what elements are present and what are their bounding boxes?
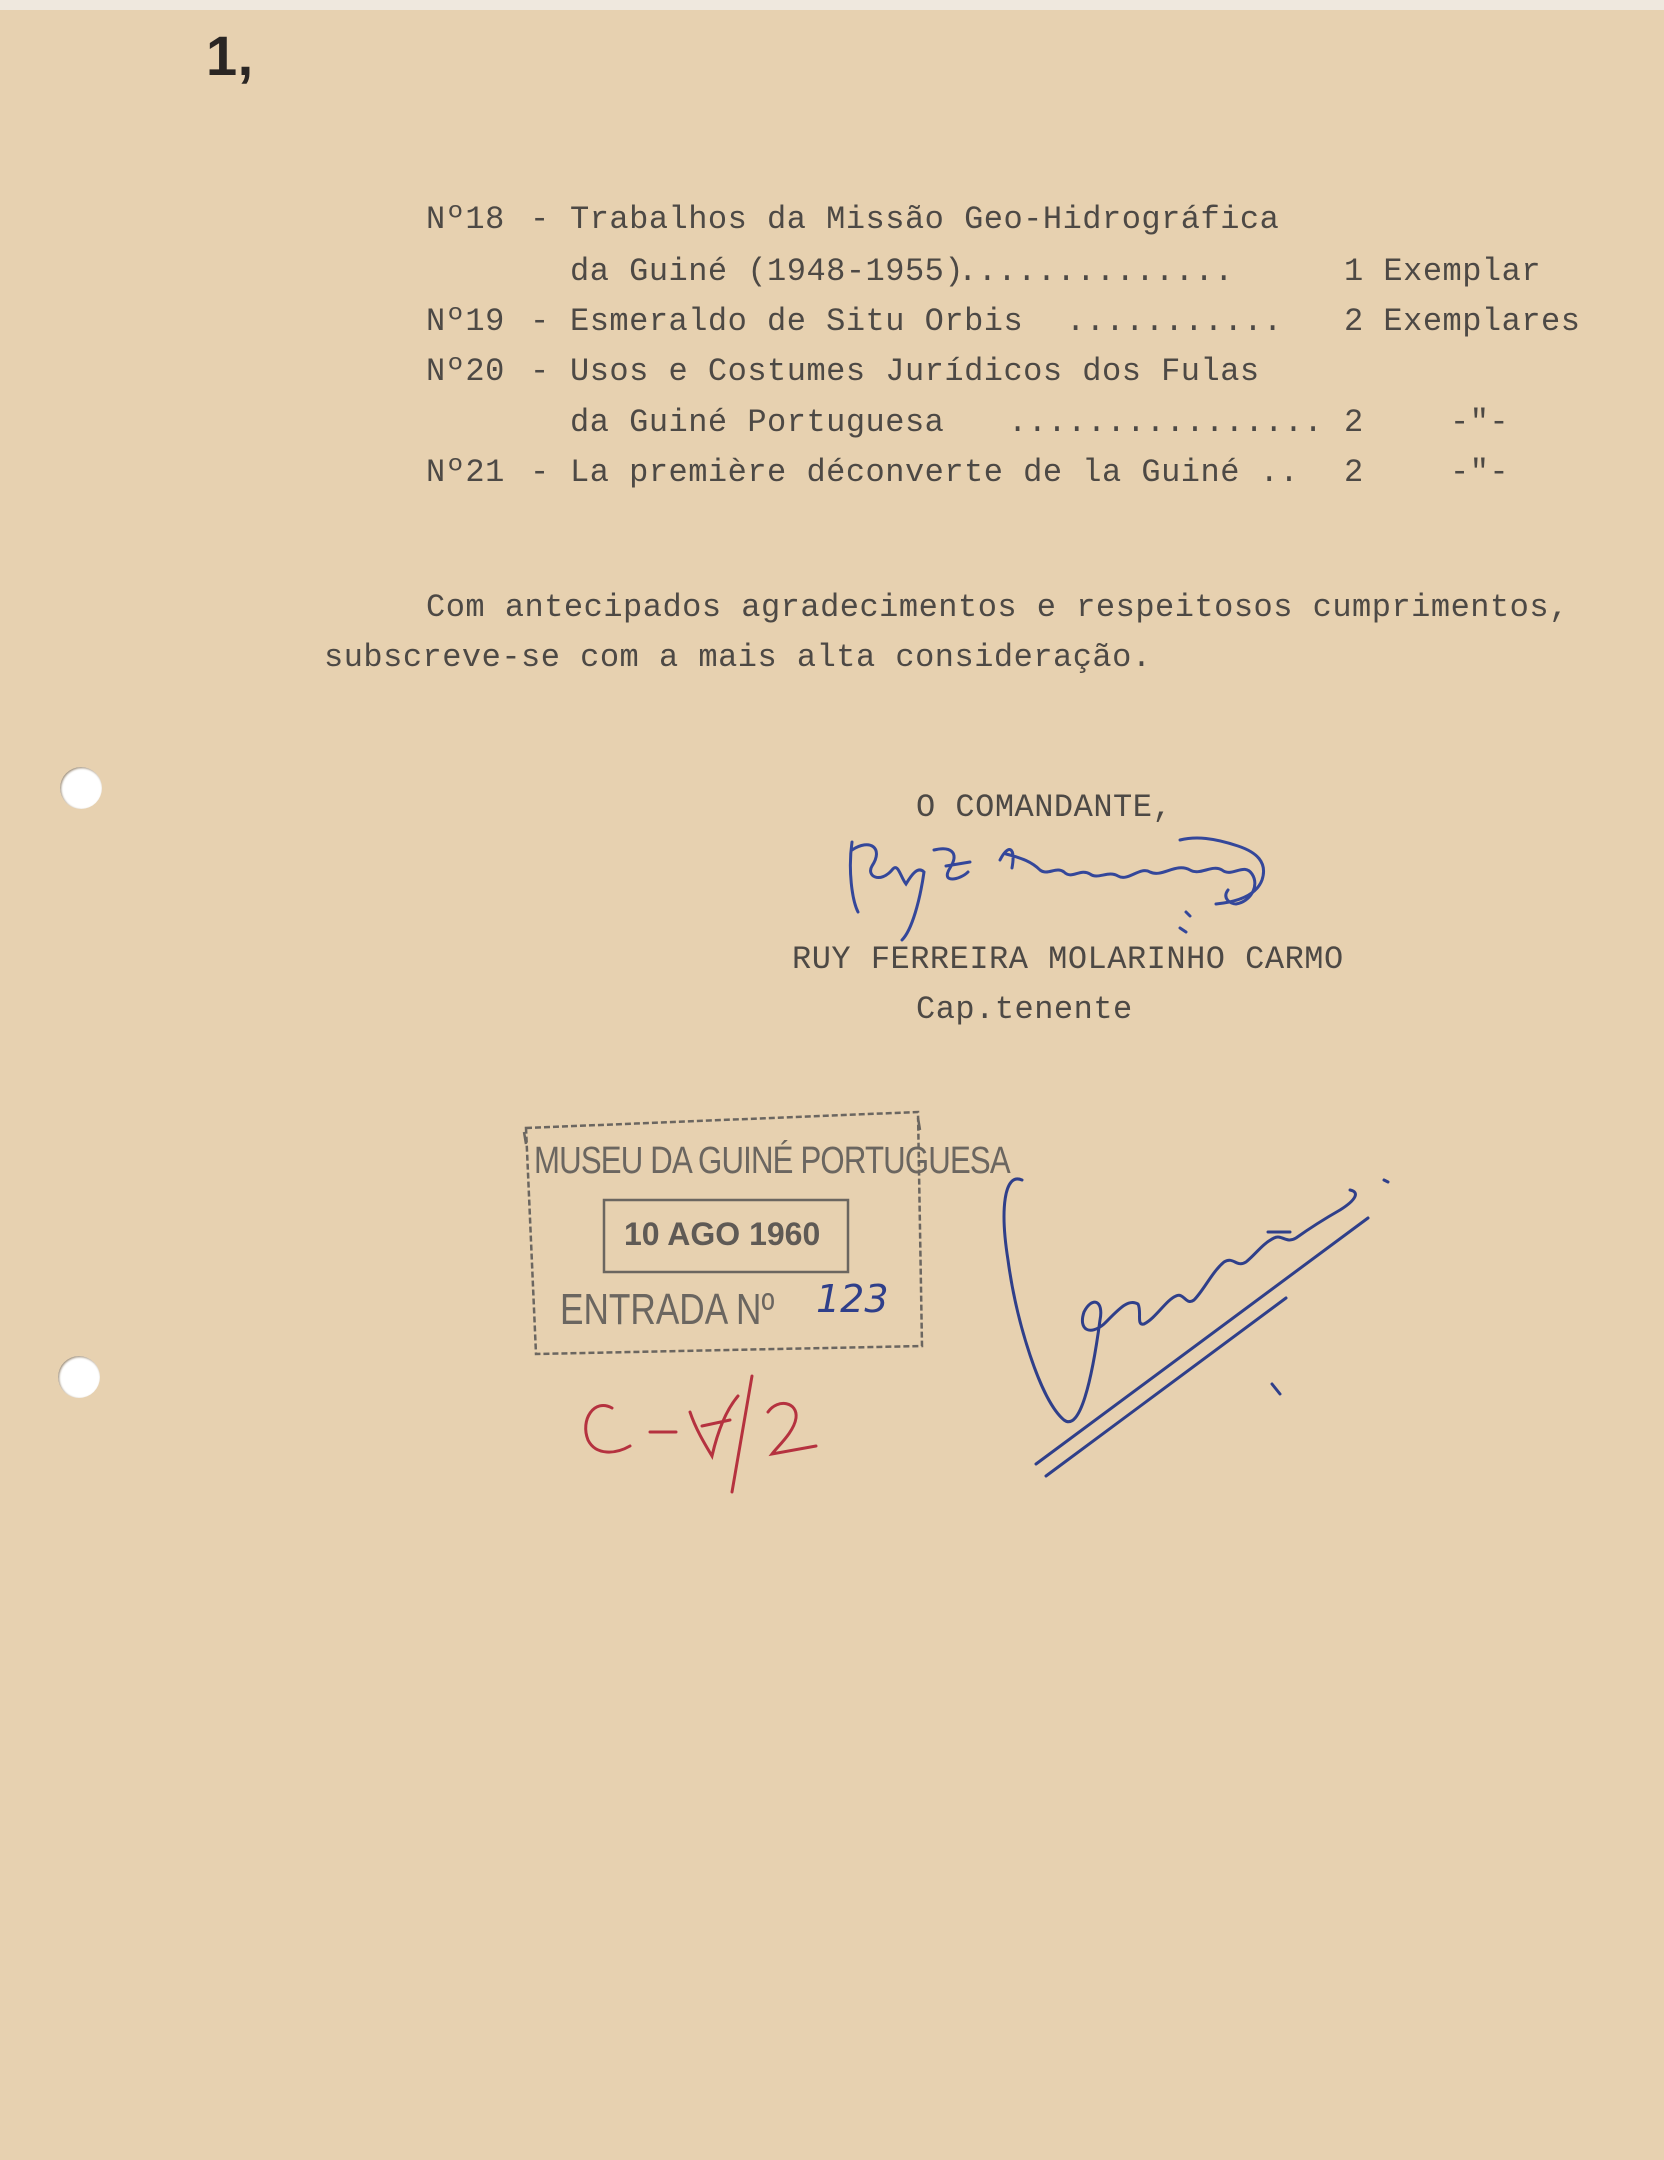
item-title-18: Trabalhos da Missão Geo-Hidrográfica [570,201,1280,238]
signatory-name: RUY FERREIRA MOLARINHO CARMO [792,941,1344,978]
item-qty-19: 2 Exemplares [1344,303,1581,340]
closing-line-2: subscreve-se com a mais alta consideração. [324,639,1152,676]
item-qty-18: 1 Exemplar [1344,253,1542,290]
item-qty-21: 2 [1344,454,1364,491]
commander-signature [850,838,1263,940]
dot-leader: .............. [958,253,1234,290]
item-qty-20: 2 [1344,404,1364,441]
dot-leader: ................ [1008,404,1324,441]
item-number-19: Nº19 [426,303,505,340]
stamp-institution: MUSEU DA GUINÉ PORTUGUESA [534,1140,1010,1182]
item-title-20: Usos e Costumes Jurídicos dos Fulas [570,353,1260,390]
signatory-title: O COMANDANTE, [916,789,1173,826]
stamp-entry-label: ENTRADA Nº [560,1285,775,1334]
dash: - [530,353,550,390]
receiver-signature [1004,1179,1388,1476]
item-title-20-cont: da Guiné Portuguesa [570,404,945,441]
item-title-21: La première déconverte de la Guiné .. [570,454,1300,491]
stamp-date: 10 AGO 1960 [624,1216,821,1252]
item-title-18-cont: da Guiné (1948-1955) [570,253,965,290]
closing-line-1: Com antecipados agradecimentos e respeitosos cumprimentos, [426,589,1569,626]
dash: - [530,454,550,491]
ditto-mark-20: -"- [1450,404,1510,441]
signatory-rank: Cap.tenente [916,991,1133,1028]
dash: - [530,303,550,340]
stamp-entry-number: 123 [816,1277,889,1321]
item-title-19: Esmeraldo de Situ Orbis [570,303,1024,340]
dash: - [530,201,550,238]
item-number-21: Nº21 [426,454,505,491]
item-number-18: Nº18 [426,201,505,238]
margin-mark: 1, [206,24,254,87]
item-number-20: Nº20 [426,353,505,390]
dot-leader: ........... [1066,303,1283,340]
ditto-mark-21: -"- [1450,454,1510,491]
